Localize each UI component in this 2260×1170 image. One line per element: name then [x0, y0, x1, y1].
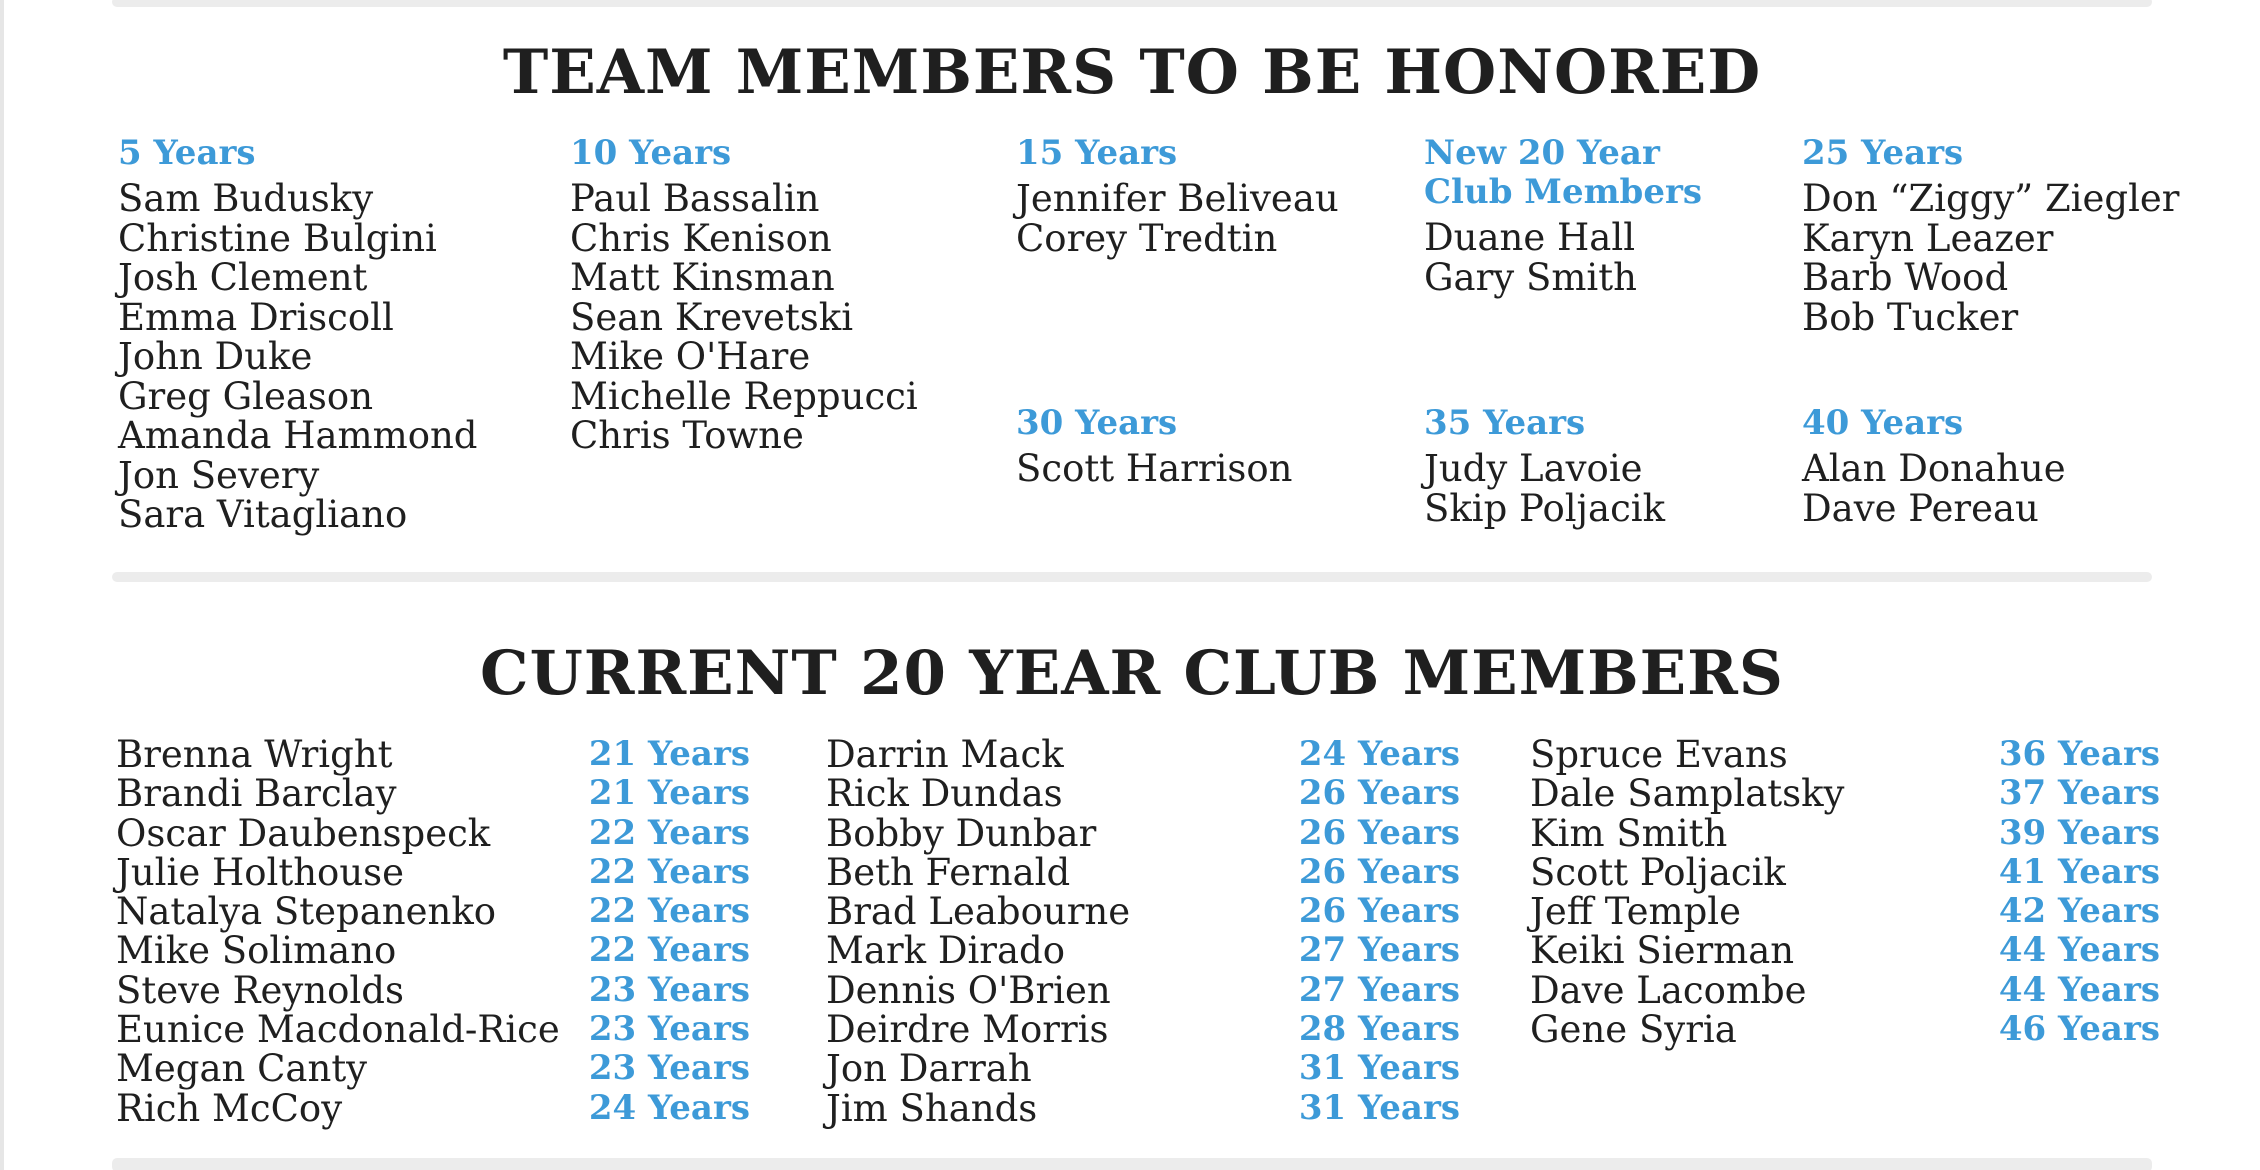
name-list	[1016, 449, 1292, 489]
honoree-name: Paul Bassalin	[570, 177, 820, 220]
honoree-name: Emma Driscoll	[118, 295, 394, 339]
club-member-name: Bobby Dunbar	[826, 811, 1097, 855]
club-member-name: Jon Darrah	[826, 1047, 1032, 1091]
honoree-name: Amanda Hammond	[118, 414, 478, 457]
club-years-column-1	[560, 735, 750, 1128]
club-member-years: 22 Years	[588, 851, 750, 892]
honoree-name: Judy Lavoie	[1424, 447, 1643, 490]
group-new-20-year-club	[1424, 134, 1702, 297]
club-names-column-3	[1530, 733, 1845, 1052]
club-member-name: Eunice Macdonald-Rice	[116, 1008, 560, 1052]
club-member-name: Oscar Daubenspeck	[116, 811, 491, 855]
club-member-name: Beth Fernald	[826, 850, 1071, 894]
name-list	[1424, 218, 1702, 297]
name-list	[118, 179, 478, 535]
club-member-years: 23 Years	[588, 1048, 750, 1089]
club-member-years: 26 Years	[1298, 773, 1460, 814]
top-divider	[112, 0, 2152, 7]
honoree-name: Dave Pereau	[1802, 486, 2039, 530]
group-35-years	[1424, 404, 1665, 528]
club-heading: CURRENT 20 YEAR CLUB MEMBERS	[480, 638, 1784, 709]
group-title: 5 Years	[118, 133, 256, 173]
group-40-years	[1802, 404, 2066, 528]
honoree-name: Matt Kinsman	[570, 256, 835, 299]
honoree-name: Michelle Reppucci	[570, 374, 918, 418]
group-15-years	[1016, 134, 1339, 258]
club-member-name: Dale Samplatsky	[1530, 772, 1845, 816]
club-member-years: 44 Years	[1998, 969, 2160, 1010]
group-title: 35 Years	[1424, 403, 1586, 443]
honoree-name: Skip Poljacik	[1424, 486, 1666, 530]
honoree-name: Sam Budusky	[118, 177, 374, 220]
club-member-years: 27 Years	[1298, 969, 1460, 1010]
group-10-years	[570, 134, 918, 456]
club-member-years: 42 Years	[1998, 891, 2160, 932]
club-member-years: 37 Years	[1998, 773, 2160, 814]
group-title-line-1: New 20 Year	[1424, 133, 1660, 173]
club-member-name: Spruce Evans	[1530, 733, 1788, 776]
club-member-years: 23 Years	[588, 1009, 750, 1050]
club-years-column-2	[1270, 735, 1460, 1128]
section-divider	[112, 572, 2152, 582]
club-member-name: Gene Syria	[1530, 1008, 1737, 1052]
club-member-years: 26 Years	[1298, 851, 1460, 892]
club-member-name: Kim Smith	[1530, 811, 1728, 855]
club-member-years: 26 Years	[1298, 891, 1460, 932]
club-member-name: Steve Reynolds	[116, 968, 404, 1012]
club-member-years: 28 Years	[1298, 1009, 1460, 1050]
honoree-name: Jennifer Beliveau	[1016, 177, 1339, 220]
club-member-years: 22 Years	[588, 930, 750, 971]
group-30-years	[1016, 404, 1292, 489]
group-5-years	[118, 134, 478, 535]
club-member-name: Keiki Sierman	[1530, 929, 1795, 973]
club-member-years: 21 Years	[588, 734, 750, 774]
club-member-name: Dennis O'Brien	[826, 968, 1111, 1012]
group-title: 10 Years	[570, 133, 732, 173]
club-member-name: Jim Shands	[826, 1086, 1038, 1130]
club-member-name: Mark Dirado	[826, 929, 1066, 973]
group-25-years	[1802, 134, 2179, 337]
name-list	[1802, 449, 2066, 528]
honoree-name: Corey Tredtin	[1016, 216, 1278, 260]
honoree-name: Jon Severy	[118, 453, 320, 497]
honoree-name: John Duke	[118, 335, 313, 378]
club-member-years: 41 Years	[1998, 851, 2160, 892]
club-member-name: Scott Poljacik	[1530, 850, 1786, 894]
club-member-years: 21 Years	[588, 773, 750, 814]
name-list	[570, 179, 918, 456]
group-title: 40 Years	[1802, 403, 1964, 443]
honoree-name: Christine Bulgini	[118, 216, 437, 260]
honoree-name: Bob Tucker	[1802, 295, 2019, 339]
honoree-name: Greg Gleason	[118, 374, 374, 418]
honoree-name: Barb Wood	[1802, 256, 2009, 299]
club-member-years: 36 Years	[1998, 734, 2160, 774]
honoree-name: Sean Krevetski	[570, 295, 854, 339]
club-member-years: 22 Years	[588, 812, 750, 853]
honoree-name: Chris Towne	[570, 414, 804, 457]
club-member-name: Deirdre Morris	[826, 1008, 1109, 1052]
club-years-column-3	[1970, 735, 2160, 1049]
honoree-name: Scott Harrison	[1016, 447, 1293, 490]
club-member-name: Rich McCoy	[116, 1086, 343, 1130]
group-title-line-2: Club Members	[1424, 172, 1703, 212]
group-title: 30 Years	[1016, 403, 1178, 443]
club-member-name: Brandi Barclay	[116, 772, 397, 816]
club-member-years: 24 Years	[588, 1087, 750, 1128]
honored-heading: TEAM MEMBERS TO BE HONORED	[502, 37, 1762, 108]
club-member-years: 39 Years	[1998, 812, 2160, 853]
club-member-years: 31 Years	[1298, 1087, 1460, 1128]
club-member-name: Brad Leabourne	[826, 890, 1131, 934]
club-member-years: 44 Years	[1998, 930, 2160, 971]
club-member-years: 31 Years	[1298, 1048, 1460, 1089]
club-member-name: Natalya Stepanenko	[116, 890, 497, 934]
page-left-edge	[0, 0, 4, 1170]
name-list	[1016, 179, 1339, 258]
name-list	[1802, 179, 2179, 337]
club-member-name: Jeff Temple	[1530, 890, 1741, 934]
honoree-name: Alan Donahue	[1802, 447, 2066, 490]
club-member-years: 46 Years	[1998, 1009, 2160, 1050]
honoree-name: Mike O'Hare	[570, 335, 811, 378]
club-member-years: 24 Years	[1298, 734, 1460, 774]
club-member-name: Brenna Wright	[116, 733, 393, 776]
group-title: 25 Years	[1802, 133, 1964, 173]
club-member-name: Megan Canty	[116, 1047, 368, 1091]
club-member-years: 23 Years	[588, 969, 750, 1010]
club-member-years: 22 Years	[588, 891, 750, 932]
club-member-name: Darrin Mack	[826, 733, 1064, 776]
honoree-name: Josh Clement	[118, 256, 368, 299]
honoree-name: Sara Vitagliano	[118, 493, 408, 536]
club-member-years: 26 Years	[1298, 812, 1460, 853]
club-member-name: Dave Lacombe	[1530, 968, 1807, 1012]
club-names-column-1	[116, 735, 560, 1128]
club-member-name: Mike Solimano	[116, 929, 397, 973]
club-names-column-2	[826, 735, 1130, 1128]
honoree-name: Duane Hall	[1424, 216, 1636, 259]
club-member-years: 27 Years	[1298, 930, 1460, 971]
honoree-name: Gary Smith	[1424, 255, 1637, 299]
group-title: 15 Years	[1016, 133, 1178, 173]
honoree-name: Don “Ziggy” Ziegler	[1802, 177, 2180, 220]
bottom-divider	[112, 1158, 2152, 1170]
club-member-name: Rick Dundas	[826, 772, 1063, 816]
name-list	[1424, 449, 1665, 528]
honoree-name: Karyn Leazer	[1802, 216, 2054, 260]
club-member-name: Julie Holthouse	[116, 850, 405, 894]
honoree-name: Chris Kenison	[570, 216, 832, 260]
